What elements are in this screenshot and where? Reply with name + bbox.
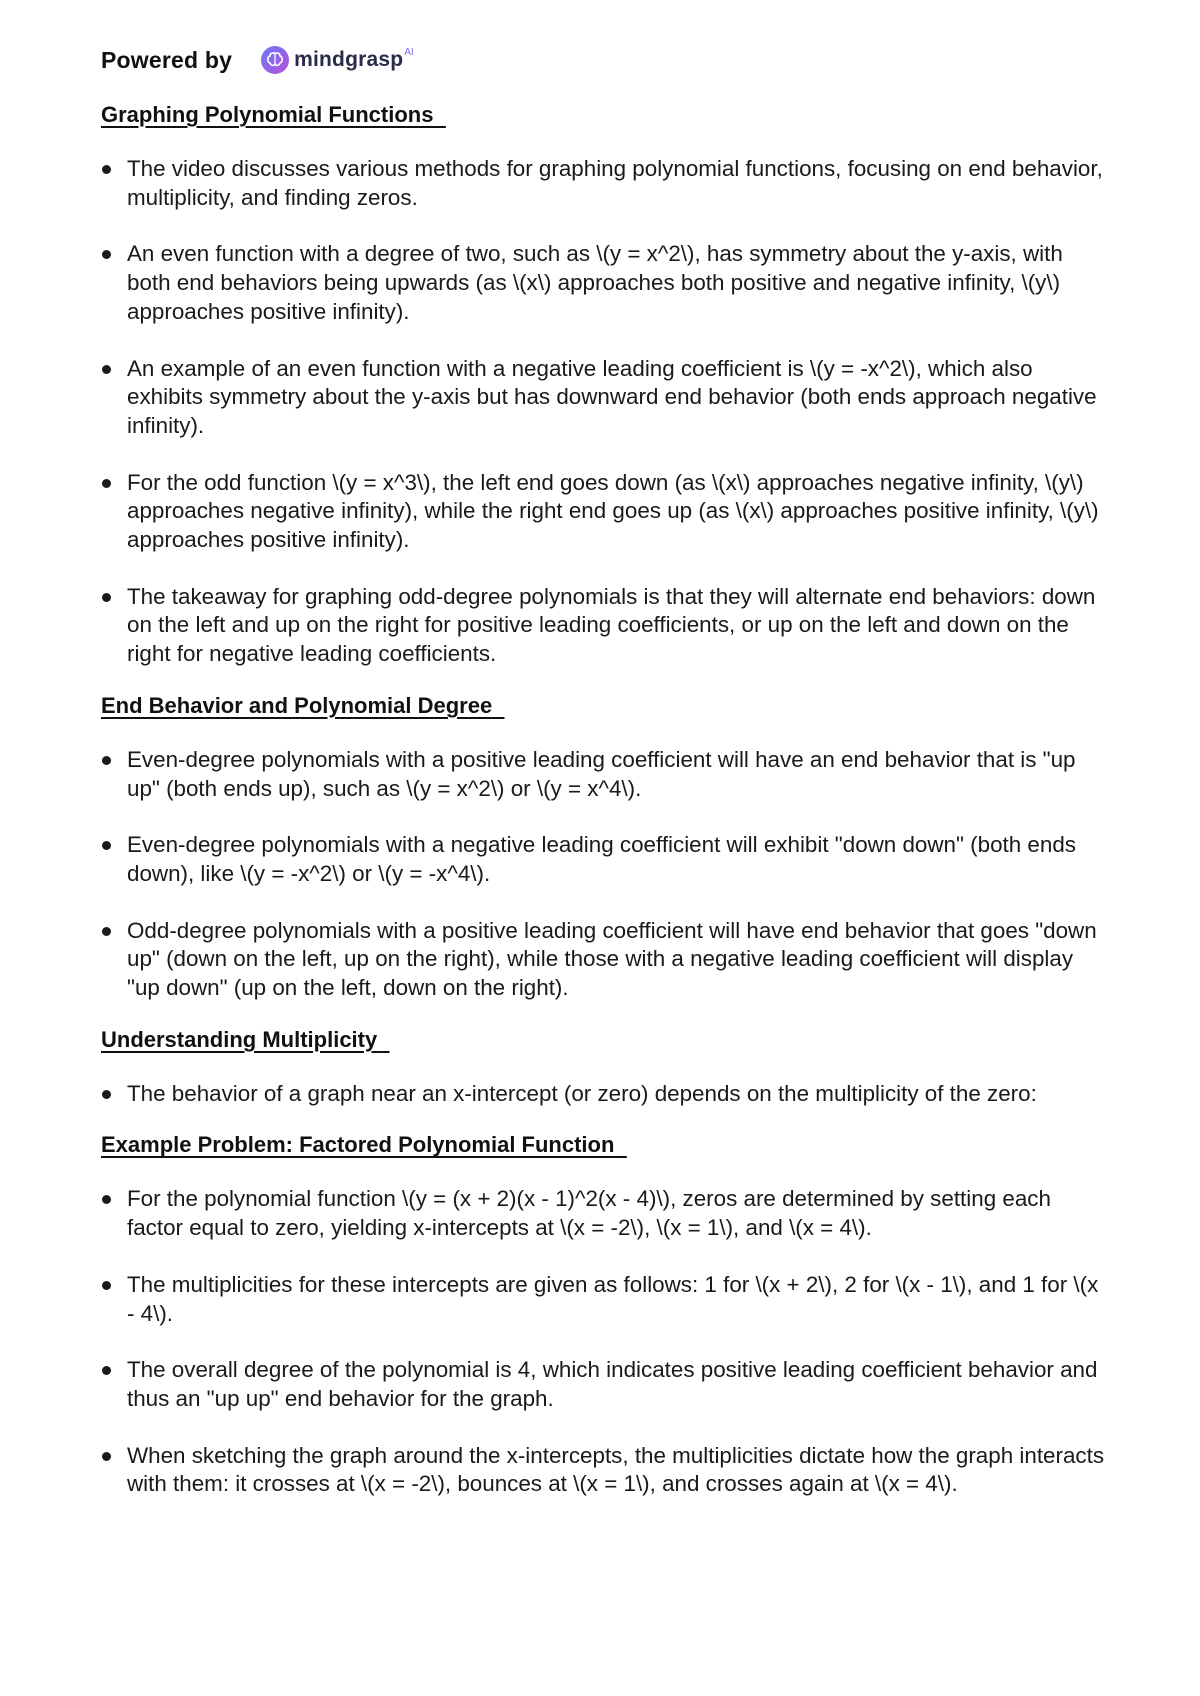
list-item xyxy=(101,831,1111,888)
list-item xyxy=(101,746,1111,803)
list-item xyxy=(101,1442,1111,1499)
bullet-list xyxy=(101,1080,1111,1109)
bullet-text: An example of an even function with a negative leading coefficient is \(y = -x^2\), which also exhibits symmetry about the y-axis but has downward end behavior (both ends approach negative infinity). xyxy=(127,355,1097,438)
bullet-text: For the odd function \(y = x^3\), the left end goes down (as \(x\) approaches negative infinity, \(y\) approaches negative infinity), while the right end goes up (as \(x\) approaches positive infinity, \(y\) approaches positive infinity). xyxy=(127,469,1099,553)
bullet-dot xyxy=(102,1281,111,1290)
section-example-problem xyxy=(101,1130,1111,1499)
section-title: Graphing Polynomial Functions xyxy=(101,102,434,127)
bullet-dot xyxy=(102,756,111,765)
list-item xyxy=(101,1356,1111,1413)
section-graphing xyxy=(101,100,1111,669)
list-item xyxy=(101,1185,1111,1242)
bullet-text: An even function with a degree of two, such as \(y = x^2\), has symmetry about the y-axis, with both end behaviors being upwards (as \(x\) approaches both positive and negative infinity, \(y\) approaches positive infinity). xyxy=(127,241,1063,324)
bullet-dot xyxy=(102,841,111,850)
bullet-dot xyxy=(102,1452,111,1461)
bullet-text: The behavior of a graph near an x-intercept (or zero) depends on the multiplicity of the zero: xyxy=(127,1080,1037,1106)
bullet-text: The overall degree of the polynomial is 4, which indicates positive leading coefficient behavior and thus an "up up" end behavior for the graph. xyxy=(127,1357,1098,1411)
bullet-text: For the polynomial function \(y = (x + 2)(x - 1)^2(x - 4)\), zeros are determined by setting each factor equal to zero, yielding x-intercepts at \(x = -2\), \(x = 1\), and \(x = 4\). xyxy=(127,1186,1051,1241)
logo-wordmark: mindgrasp xyxy=(294,48,404,71)
bullet-dot xyxy=(102,593,111,602)
section-multiplicity xyxy=(101,1025,1111,1109)
bullet-text: Odd-degree polynomials with a positive leading coefficient will have end behavior that goes "down up" (down on the left, up on the right), while those with a negative leading coefficient will display "up down" (up on the left, down on the right). xyxy=(127,917,1097,1001)
list-item xyxy=(101,155,1111,212)
bullet-dot xyxy=(102,927,111,936)
list-item xyxy=(101,917,1111,1003)
bullet-dot xyxy=(102,250,111,259)
bullet-dot xyxy=(102,1366,111,1375)
bullet-dot xyxy=(102,1090,111,1099)
bullet-dot xyxy=(102,1195,111,1204)
list-item xyxy=(101,1271,1111,1328)
bullet-text: The video discusses various methods for graphing polynomial functions, focusing on end behavior, multiplicity, and finding zeros. xyxy=(127,156,1103,210)
bullet-text: The multiplicities for these intercepts are given as follows: 1 for \(x + 2\), 2 for \(x - 1\), and 1 for \(x - 4\). xyxy=(127,1271,1099,1326)
list-item xyxy=(101,1080,1111,1109)
section-title: Understanding Multiplicity xyxy=(101,1026,378,1052)
logo-ai-mark: AI xyxy=(404,46,414,58)
powered-by-label: Powered by xyxy=(101,46,233,73)
page-header xyxy=(101,42,414,78)
list-item xyxy=(101,583,1111,669)
bullet-dot xyxy=(102,479,111,488)
bullet-text: The takeaway for graphing odd-degree polynomials is that they will alternate end behaviors: down on the left and up on the right for positive leading coefficients, or up on the left and down on the right for negative leading coefficients. xyxy=(127,583,1096,667)
bullet-text: When sketching the graph around the x-intercepts, the multiplicities dictate how the graph interacts with them: it crosses at \(x = -2\), bounces at \(x = 1\), and crosses again at \(x = 4\). xyxy=(127,1442,1105,1497)
bullet-list xyxy=(101,746,1111,1003)
mindgrasp-logo xyxy=(260,45,414,75)
section-end-behavior xyxy=(101,691,1111,1003)
bullet-list xyxy=(101,1185,1111,1499)
document-content xyxy=(101,100,1111,1499)
section-title: End Behavior and Polynomial Degree xyxy=(101,692,493,718)
list-item xyxy=(101,355,1111,441)
bullet-list xyxy=(101,155,1111,669)
bullet-dot xyxy=(102,365,111,374)
bullet-dot xyxy=(102,165,111,174)
list-item xyxy=(101,240,1111,326)
bullet-text: Even-degree polynomials with a positive leading coefficient will have an end behavior that is "up up" (both ends up), such as \(y = x^2\) or \(y = x^4\). xyxy=(127,746,1076,801)
section-title: Example Problem: Factored Polynomial Function xyxy=(101,1132,615,1158)
bullet-text: Even-degree polynomials with a negative leading coefficient will exhibit "down down" (both ends down), like \(y = -x^2\) or \(y = -x^4\). xyxy=(127,832,1076,886)
list-item xyxy=(101,469,1111,555)
brain-icon xyxy=(260,45,290,75)
